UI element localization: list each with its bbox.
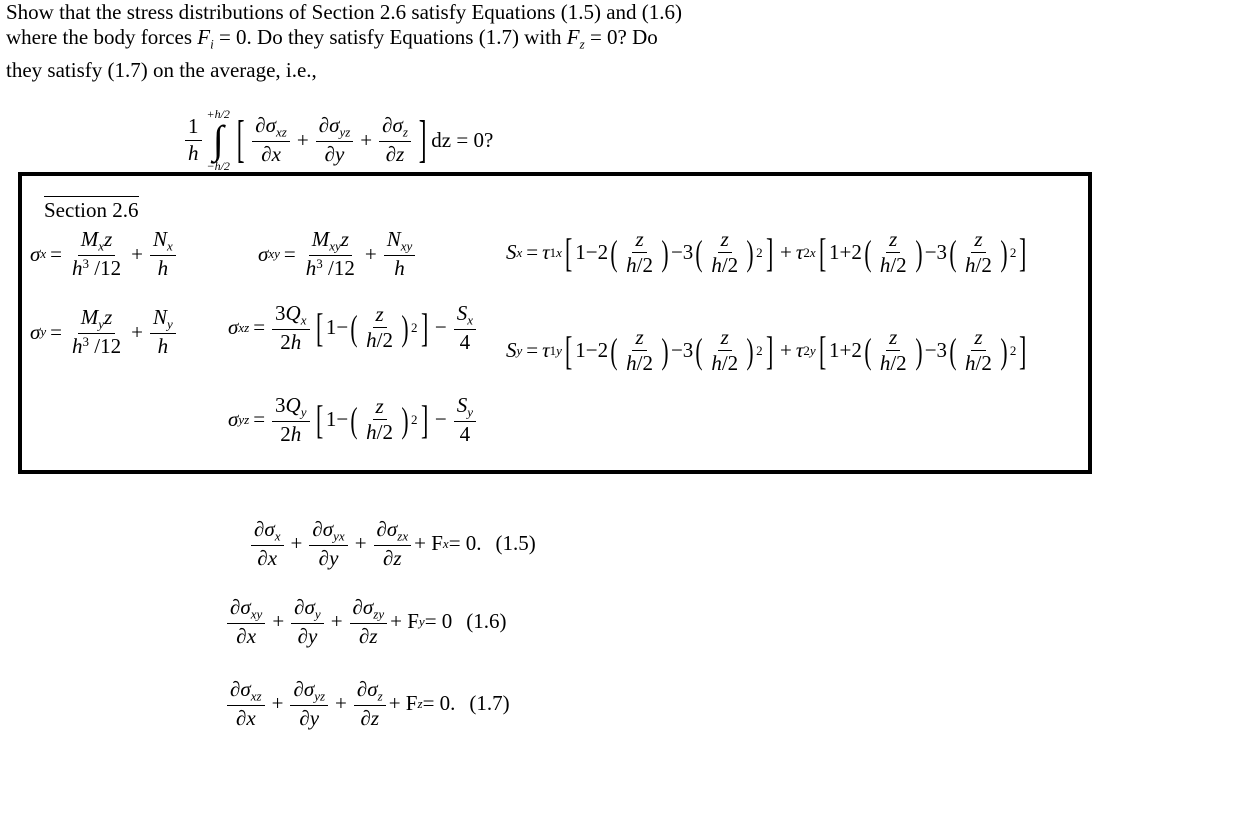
s-x-eq: S x = τ 1x [ 1−2 ( $\frac{z}{h/2}$ ) −3 ( $\frac{z}{h/2}$ ) 2 ] + τ 2x [ 1+2 ( $\frac{z}{h/2}$ ) −3 ( $\frac{z}{h/2}$ ) 2 ] <box>506 227 1027 278</box>
sigma-y-eq: σ y = $\frac{M_yz}{h^3 /12}$ + $\frac{N_y}{h}$ <box>30 306 179 358</box>
section-title: Section 2.6 <box>44 198 139 222</box>
average-equation: $\frac{1}{h}$ +h/2 ∫ −h/2 [ $\frac{\partial\sigma_{xz}}{\partial x}$ + $\frac{\partial\sigma_{yz}}{\partial y}$ + $\frac{\partial\sigma_z}{\partial z}$ ] dz = 0? <box>182 108 493 172</box>
sigma-xz-eq: σ xz = $\frac{3Q_x}{2h}$ [ 1− ( $\frac{z}{h/2}$ ) 2 ] − $\frac{S_x}{4}$ <box>228 302 479 354</box>
fz-symbol: F <box>566 25 580 49</box>
section-box <box>18 172 1092 474</box>
equation-1-5-label: (1.5) <box>495 531 536 556</box>
equation-1-7-label: (1.7) <box>469 691 510 716</box>
integral: +h/2 ∫ −h/2 <box>206 107 230 173</box>
equation-1-5: $\frac{\partial\sigma_x}{\partial x}$ + $\frac{\partial\sigma_{yx}}{\partial y}$ + $\frac{\partial\sigma_{zx}}{\partial z}$ + F x = 0. (1.5) <box>248 518 536 570</box>
fz-index: z <box>579 36 585 52</box>
problem-line-2-d: = 0. Do they satisfy Equations (1.7) with <box>213 25 567 49</box>
average-tail: dz = 0? <box>431 127 494 152</box>
problem-line-1: Show that the stress distributions of Section 2.6 satisfy Equations (1.5) and (1.6) <box>6 0 683 24</box>
problem-line-2-a: where the body forces <box>6 25 198 49</box>
problem-line-3: they satisfy (1.7) on the average, i.e., <box>6 58 317 82</box>
equation-1-6-label: (1.6) <box>466 609 507 634</box>
s-y-eq: S y = τ 1y [ 1−2 ( $\frac{z}{h/2}$ ) −3 ( $\frac{z}{h/2}$ ) 2 ] + τ 2y [ 1+2 ( $\frac{z}{h/2}$ ) −3 ( $\frac{z}{h/2}$ ) 2 ] <box>506 325 1027 376</box>
equation-1-6: $\frac{\partial\sigma_{xy}}{\partial x}$ + $\frac{\partial\sigma_y}{\partial y}$ + $\frac{\partial\sigma_{zy}}{\partial z}$ + F y = 0 (1.6) <box>224 596 507 648</box>
sigma-x-eq: σ x = $\frac{M_xz}{h^3 /12}$ + $\frac{N_x}{h}$ <box>30 228 179 280</box>
sigma-xy-eq: σ xy = $\frac{M_{xy}z}{h^3 /12}$ + $\frac{N_{xy}}{h}$ <box>258 228 418 280</box>
sigma-yz-eq: σ yz = $\frac{3Q_y}{2h}$ [ 1− ( $\frac{z}{h/2}$ ) 2 ] − $\frac{S_y}{4}$ <box>228 394 479 446</box>
one-over-h: $\frac{1}{h}$ <box>185 115 202 164</box>
body-force-symbol: F <box>197 25 211 49</box>
equation-1-7: $\frac{\partial\sigma_{xz}}{\partial x}$ + $\frac{\partial\sigma_{yz}}{\partial y}$ + $\frac{\partial\sigma_z}{\partial z}$ + F z = 0. (1.7) <box>224 678 510 730</box>
problem-line-2 <box>6 23 658 59</box>
body-force-index: i <box>210 36 214 52</box>
problem-line-2-g: = 0? Do <box>584 25 658 49</box>
